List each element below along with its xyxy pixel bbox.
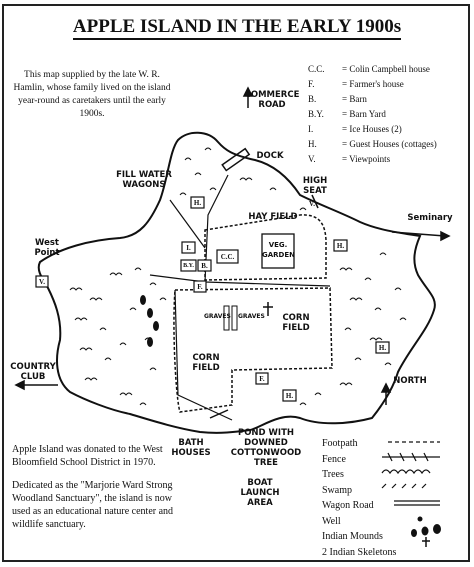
key-text: = Barn Yard	[342, 109, 386, 119]
key-code: B.	[308, 94, 317, 104]
code-f-1: F.	[197, 283, 203, 291]
legend-wagon-road: Wagon Road	[322, 500, 374, 511]
label-pond: POND WITH DOWNED COTTONWOOD TREE	[230, 428, 302, 468]
key-text: = Guest Houses (cottages)	[342, 139, 437, 149]
key-text: = Viewpoints	[342, 154, 391, 164]
code-b: B.	[201, 262, 208, 270]
label-high-seat: HIGH SEAT	[302, 176, 328, 196]
key-code: C.C.	[308, 64, 325, 74]
intro-text: This map supplied by the late W. R. Hamlin, whose family lived on the island year-round as caretakers until the early 1900s.	[13, 70, 171, 119]
legend-indian-skeletons: 2 Indian Skeletons	[322, 546, 397, 558]
label-corn-field-west: CORN FIELD	[192, 353, 220, 373]
code-i: I.	[186, 244, 191, 252]
dock	[222, 149, 249, 171]
key-code: V.	[308, 154, 316, 164]
legend-footpath: Footpath	[322, 438, 358, 449]
label-west-point: West Point	[34, 238, 60, 258]
label-boat-launch: BOAT LAUNCH AREA	[240, 478, 280, 508]
label-graves-2: GRAVES	[238, 313, 265, 320]
legend-fence: Fence	[322, 453, 346, 465]
legend-trees: Trees	[322, 469, 344, 480]
label-north: NORTH	[393, 376, 427, 386]
key-code: I.	[308, 124, 314, 134]
code-v-2: V.	[309, 200, 315, 208]
label-fill-water-wagons: FILL WATER WAGONS	[116, 170, 172, 190]
symbol-legend	[322, 436, 396, 560]
donation-paragraph: Apple Island was donated to the West Bloomfield School District in 1970.	[12, 444, 163, 468]
code-by: B.Y.	[183, 263, 194, 269]
code-h-4: H.	[285, 392, 294, 400]
bottom-description	[12, 443, 184, 541]
code-f-2: F.	[259, 375, 265, 383]
key-text: = Ice Houses (2)	[342, 124, 402, 134]
label-dock: DOCK	[256, 151, 284, 161]
label-graves-1: GRAVES	[204, 313, 231, 320]
dedication-paragraph: Dedicated as the "Marjorie Ward Strong Woodland Sanctuary", the island is now used as an educational nature center and wildlife sanctuary.	[12, 480, 174, 530]
code-h-1: H.	[193, 199, 202, 207]
map-title: APPLE ISLAND IN THE EARLY 1900s	[0, 16, 474, 38]
mound-symbol	[411, 524, 441, 537]
legend-indian-mounds: Indian Mounds	[322, 531, 383, 542]
legend-well: Well	[322, 515, 341, 527]
label-corn-field-east: CORN FIELD	[282, 313, 310, 333]
code-h-3: H.	[378, 344, 387, 352]
code-cc: C.C.	[220, 253, 235, 261]
label-commerce-road: COMMERCE ROAD	[244, 90, 300, 110]
code-v-1: V.	[39, 278, 45, 286]
key-code: H.	[308, 139, 317, 149]
label-hay-field: HAY FIELD	[248, 212, 298, 222]
key-text: = Colin Campbell house	[342, 64, 430, 74]
cornfield-fence	[174, 288, 332, 412]
label-bath-houses: BATH HOUSES	[171, 438, 211, 458]
code-h-2: H.	[336, 242, 345, 250]
label-veg-garden: VEG. GARDEN	[262, 241, 296, 259]
label-country-club: COUNTRY CLUB	[10, 362, 56, 382]
label-seminary: Seminary	[407, 213, 453, 223]
indian-mounds	[140, 295, 159, 347]
key-code: B.Y.	[308, 109, 324, 119]
key-code: F.	[308, 79, 315, 89]
key-text: = Barn	[342, 94, 367, 104]
legend-swamp: Swamp	[322, 484, 352, 496]
key-text: = Farmer's house	[342, 79, 404, 89]
well-symbol	[418, 517, 423, 522]
